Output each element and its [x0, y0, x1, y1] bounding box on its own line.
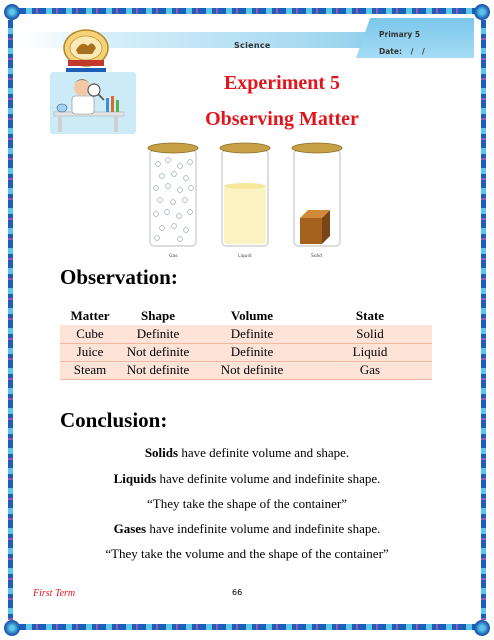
table-row: [60, 361, 432, 379]
table-header-row: [60, 307, 432, 325]
column-header: Shape: [141, 308, 175, 323]
corner-ornament: [4, 620, 20, 636]
column-header: Volume: [230, 308, 274, 323]
experiment-subtitle: Observing Matter: [205, 108, 359, 130]
conclusion-solids: [0, 445, 494, 461]
table-cell: Not definite: [196, 361, 308, 379]
table-cell: Definite: [196, 343, 308, 361]
corner-ornament: [474, 620, 490, 636]
conclusion-gases-note: “They take the volume and the shape of the container”: [105, 546, 389, 561]
term-gases: Gases: [113, 521, 147, 536]
solid-jar: [292, 143, 342, 246]
table-cell: Not definite: [120, 361, 196, 379]
conclusion-text: have definite volume and indefinite shape.: [156, 471, 381, 486]
column-header: Matter: [70, 308, 110, 323]
conclusion-liquids: [0, 471, 494, 487]
conclusion-heading: Conclusion:: [60, 408, 168, 432]
grade-label: Primary 5: [379, 30, 421, 39]
table-cell: Liquid: [308, 343, 432, 361]
table-cell: Definite: [196, 325, 308, 343]
date-field: [379, 47, 431, 56]
corner-ornament: [4, 4, 20, 20]
date-slash: /: [421, 47, 425, 56]
corner-ornament: [474, 4, 490, 20]
observation-heading: Observation:: [60, 265, 178, 289]
date-label: Date:: [379, 47, 402, 56]
experiment-title: Experiment 5: [223, 72, 341, 94]
column-header: State: [355, 308, 385, 323]
solid-label: Solid: [311, 254, 322, 259]
table-cell: Solid: [308, 325, 432, 343]
term-label: First Term: [33, 588, 76, 599]
table-cell: Gas: [308, 361, 432, 379]
table-row: [60, 325, 432, 343]
conclusion-liquids-note: “They take the shape of the container”: [147, 496, 347, 511]
conclusion-gases: [0, 521, 494, 537]
table-row: [60, 343, 432, 361]
table-cell: Cube: [60, 325, 120, 343]
jars-illustration: [140, 140, 350, 265]
conclusion-text: have definite volume and shape.: [178, 445, 350, 460]
liquid-label: Liquid: [238, 254, 252, 259]
table-cell: Definite: [120, 325, 196, 343]
page-number: 66: [232, 588, 243, 597]
observation-table: [60, 307, 432, 380]
table-cell: Not definite: [120, 343, 196, 361]
top-border: [18, 8, 476, 14]
table-cell: Steam: [60, 361, 120, 379]
date-slash: /: [410, 47, 414, 56]
gas-label: Gas: [169, 254, 178, 259]
liquid-jar: [220, 143, 270, 246]
subject-label: Science: [234, 41, 271, 50]
bottom-border: [18, 624, 476, 630]
conclusion-text: have indefinite volume and indefinite shape.: [146, 521, 381, 536]
gas-jar: [148, 143, 198, 246]
term-liquids: Liquids: [113, 471, 157, 486]
term-solids: Solids: [144, 445, 179, 460]
table-cell: Juice: [60, 343, 120, 361]
